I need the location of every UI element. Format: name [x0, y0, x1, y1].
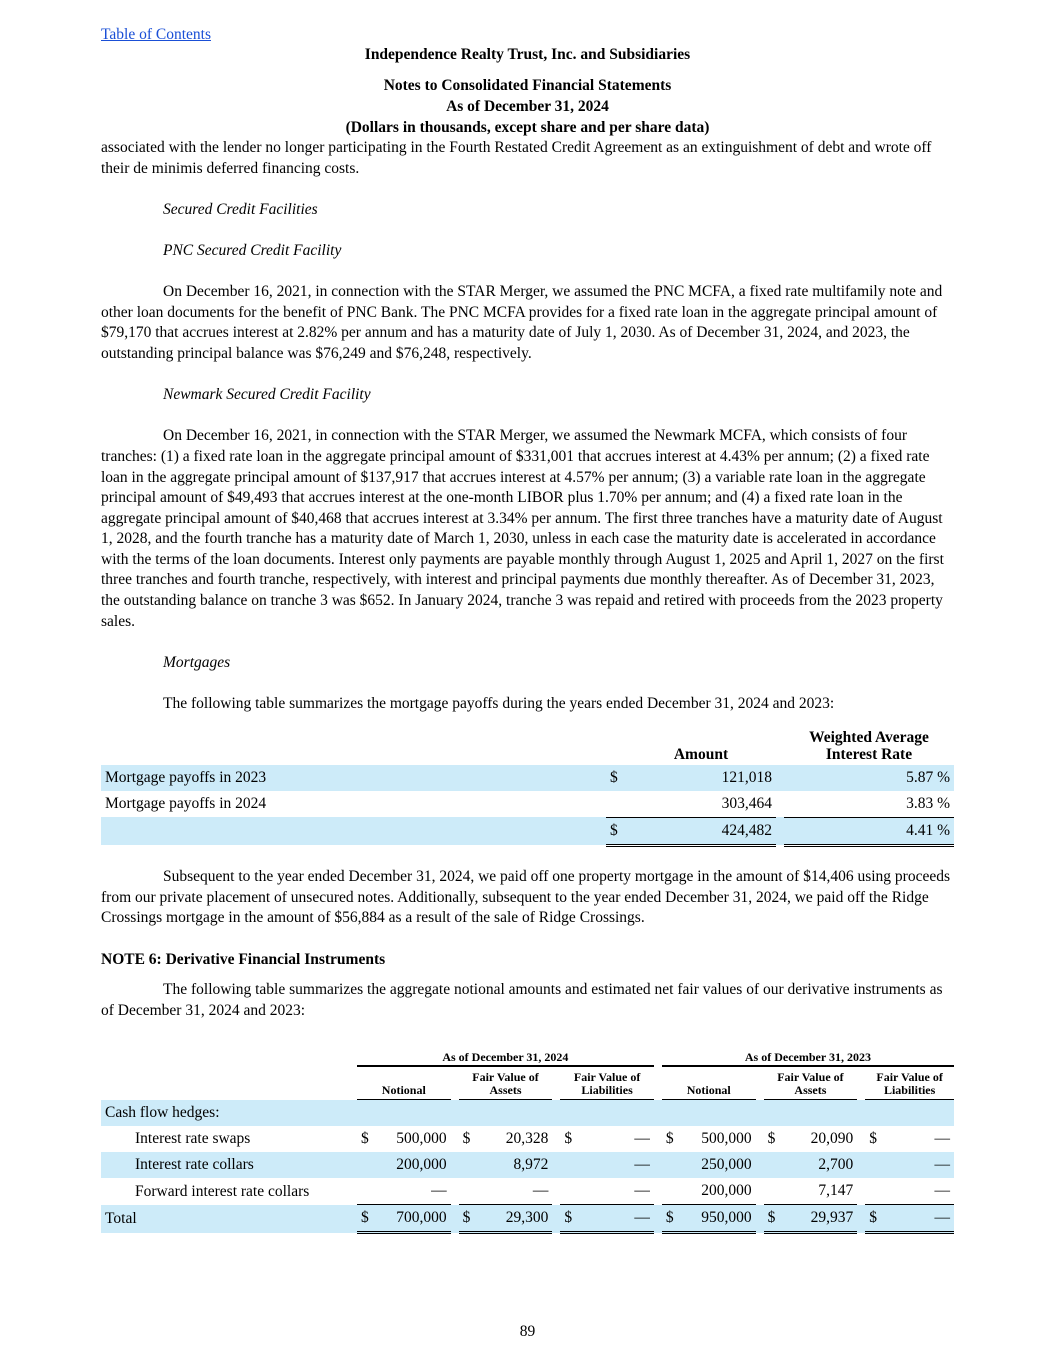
table-row: Forward interest rate collars — — — 200,000 7,147 — — [101, 1178, 954, 1205]
mortgage-payoffs-table — [101, 729, 954, 847]
heading-newmark-facility: Newmark Secured Credit Facility — [163, 386, 371, 404]
company-name: Independence Realty Trust, Inc. and Subsidiaries — [364, 46, 691, 63]
column-header-amount: Amount — [673, 745, 729, 763]
table-header-row — [101, 729, 954, 765]
column-header-row: Notional Fair Value of Assets Fair Value of Liabilities Notional Fair Value of Assets Fair Value of Liabilities — [101, 1066, 954, 1100]
table-row: Interest rate swaps $ 500,000 $ 20,328 $ — $ 500,000 $ 20,090 $ — — [135, 1130, 950, 1148]
section-row: Cash flow hedges: — [101, 1100, 954, 1127]
column-header-interest-rate: Weighted Average Interest Rate — [809, 728, 929, 763]
table-of-contents-link[interactable]: Table of Contents — [101, 26, 211, 43]
paragraph-extinguishment: associated with the lender no longer participating in the Fourth Restated Credit Agreement as an extinguishment of debt and wrote off their de minimis deferred financing costs. — [101, 139, 932, 177]
statement-title: Notes to Consolidated Financial Statements — [383, 77, 672, 94]
statement-header — [101, 75, 954, 138]
heading-mortgages: Mortgages — [163, 653, 231, 671]
derivative-instruments-table — [101, 1047, 954, 1234]
paragraph-subsequent-events: Subsequent to the year ended December 31, 2024, we paid off one property mortgage in the amount of $14,406 using proceeds from our private placement of unsecured notes. Additionally, subsequent to the year ended December 31, 2024, we paid off the Ridge Crossings mortgage in the amount of $56,884 as a result of the sale of Ridge Crossings. — [101, 868, 950, 927]
table-row: Mortgage payoffs in 2024 303,464 3.83 % — [101, 791, 954, 818]
period-header-2024: As of December 31, 2024 — [357, 1047, 654, 1066]
heading-pnc-facility: PNC Secured Credit Facility — [163, 241, 342, 259]
paragraph-derivative-intro: The following table summarizes the aggregate notional amounts and estimated net fair values of our derivative instruments as of December 31, 2024 and 2023: — [101, 981, 943, 1019]
period-header-row — [101, 1047, 954, 1066]
table-row: Interest rate collars 200,000 8,972 — 250,000 2,700 — — [101, 1152, 954, 1178]
table-row: Mortgage payoffs in 2023 $ 121,018 5.87 % — [101, 765, 954, 791]
note-6-title: NOTE 6: Derivative Financial Instruments — [101, 950, 386, 968]
page-number: 89 — [519, 1323, 536, 1340]
statement-units: (Dollars in thousands, except share and per share data) — [345, 119, 710, 136]
paragraph-pnc: On December 16, 2021, in connection with the STAR Merger, we assumed the PNC MCFA, a fixed rate multifamily note and other loan documents for the benefit of PNC Bank. The PNC MCFA provides for a fixed rate loan in the aggregate principal amount of $79,170 that accrues interest at 2.82% per annum and has a maturity date of July 1, 2030. As of December 31, 2024, and 2023, the outstanding principal balance was $76,249 and $76,248, respectively. — [101, 283, 943, 362]
heading-secured-credit-facilities: Secured Credit Facilities — [163, 200, 318, 218]
statement-date: As of December 31, 2024 — [446, 98, 609, 115]
document-page — [101, 26, 954, 1234]
period-header-2023: As of December 31, 2023 — [662, 1047, 954, 1066]
table-total-row: Total $ 700,000 $ 29,300 $ — $ 950,000 $ 29,937 $ — — [101, 1205, 954, 1233]
paragraph-newmark: On December 16, 2021, in connection with the STAR Merger, we assumed the Newmark MCFA, which consists of four tranches: (1) a fixed rate loan in the aggregate principal amount of $331,001 that accrues interest at 4.43% per annum; (2) a fixed rate loan in the aggregate principal amount of $137,917 that accrues interest at 4.57% per annum; (3) a variable rate loan in the aggregate principal amount of $49,493 that accrues interest at the one-month LIBOR plus 1.70% per annum; and (4) a fixed rate loan in the aggregate principal amount of $40,468 that accrues interest at 3.34% per annum. The first three tranches have a maturity date of August 1, 2028, and the fourth tranche has a maturity date of March 1, 2030, unless in each case the maturity date is accelerated in accordance with the terms of the loan documents. Interest only payments are payable monthly through August 1, 2025 and April 1, 2027 on the first three tranches and fourth tranche, respectively, with interest and principal payments due monthly thereafter. As of December 31, 2023, the outstanding balance on tranche 3 was $652. In January 2024, tranche 3 was repaid and retired with proceeds from the 2023 property sales. — [101, 427, 944, 630]
paragraph-mortgage-intro: The following table summarizes the mortgage payoffs during the years ended December 31, 2024 and 2023: — [163, 695, 835, 713]
table-total-row: $ 424,482 4.41 % — [101, 817, 954, 845]
